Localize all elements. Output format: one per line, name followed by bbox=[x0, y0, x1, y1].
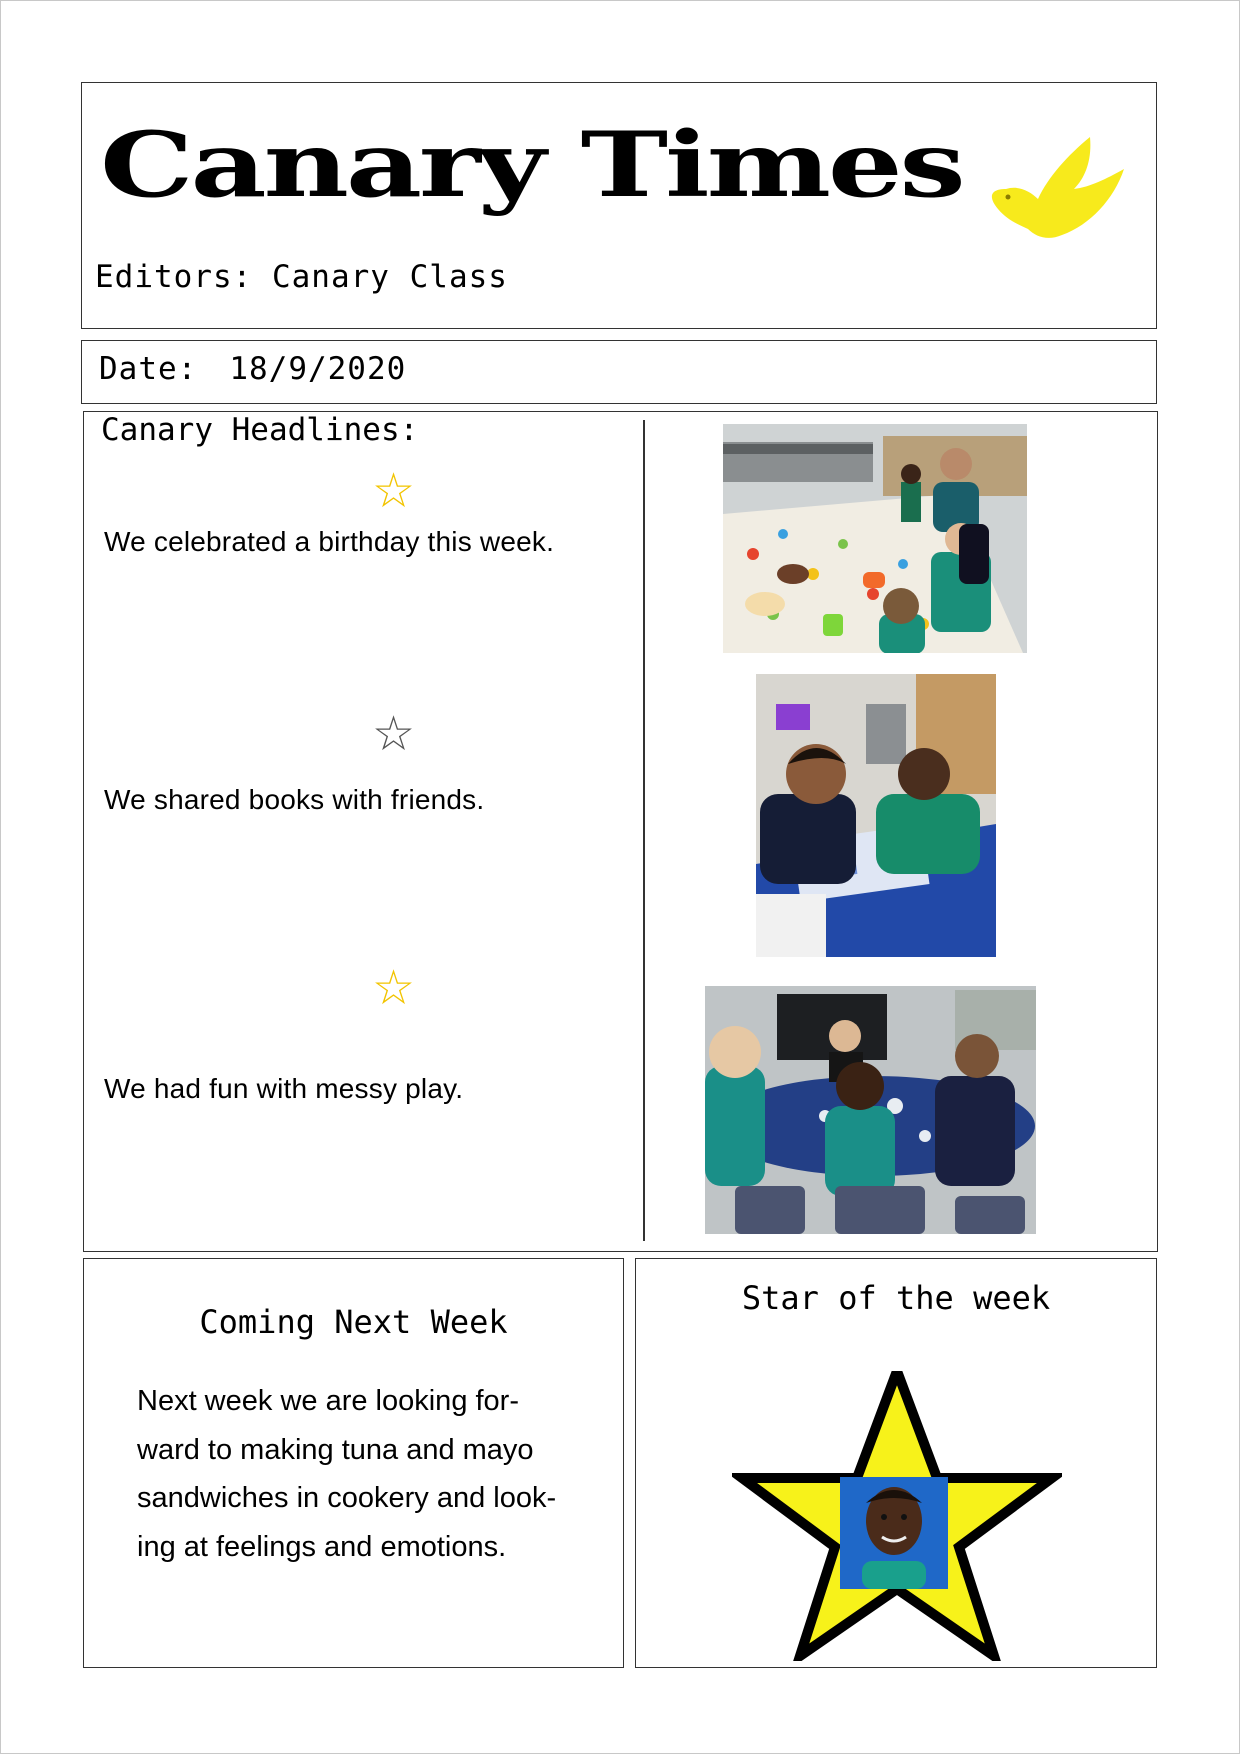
big-yellow-star-icon bbox=[732, 1371, 1062, 1661]
headlines-title: Canary Headlines: bbox=[101, 412, 419, 448]
date-line bbox=[99, 351, 406, 387]
headline-text: We shared books with friends. bbox=[104, 784, 485, 815]
outline-star-icon: ☆ bbox=[372, 706, 416, 762]
coming-line: Next week we are looking for- bbox=[137, 1385, 519, 1417]
star-of-the-week-box bbox=[635, 1258, 1157, 1668]
student-portrait-photo bbox=[840, 1477, 948, 1589]
messy-play-photo bbox=[705, 986, 1036, 1234]
date-value: 18/9/2020 bbox=[229, 351, 407, 387]
date-label: Date: bbox=[99, 351, 198, 387]
editors-line: Editors: Canary Class bbox=[95, 259, 508, 295]
headline-text: We had fun with messy play. bbox=[104, 1073, 464, 1104]
headline-text: We celebrated a birthday this week. bbox=[104, 526, 555, 557]
reading-books-photo bbox=[756, 674, 996, 957]
birthday-party-photo bbox=[723, 424, 1027, 653]
newspaper-title: Canary Times bbox=[100, 113, 963, 218]
coming-next-week-box bbox=[83, 1258, 624, 1668]
masthead bbox=[81, 82, 1157, 329]
star-of-the-week-title: Star of the week bbox=[741, 1279, 1051, 1317]
gold-star-icon: ☆ bbox=[372, 463, 416, 519]
coming-line: sandwiches in cookery and look- bbox=[137, 1482, 557, 1514]
coming-next-week-text bbox=[137, 1377, 597, 1571]
date-box bbox=[81, 340, 1157, 404]
canary-bird-icon bbox=[978, 129, 1128, 259]
coming-next-week-title: Coming Next Week bbox=[199, 1303, 508, 1341]
gold-star-icon: ☆ bbox=[372, 960, 416, 1016]
column-divider bbox=[643, 420, 645, 1241]
coming-line: ward to making tuna and mayo bbox=[137, 1433, 534, 1466]
coming-line: ing at feelings and emotions. bbox=[137, 1530, 507, 1563]
headlines-section bbox=[83, 411, 1158, 1252]
